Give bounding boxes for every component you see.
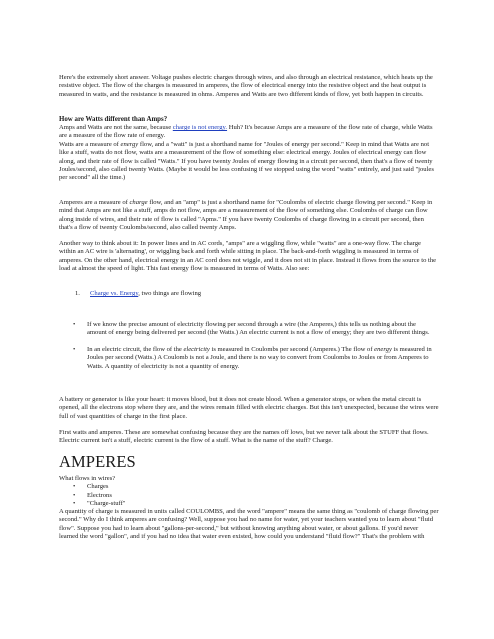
emphasis: charge — [129, 199, 148, 206]
list-number: 1. — [75, 290, 80, 297]
text: is measured in Joules per second (Watts.) A Coulomb is not a Joule, and there is no way to convert from Coulombs to Joules or from Amperes to Watts. A quantity of electricity is not a quantity of energy. — [87, 346, 432, 370]
text: Amperes are a measure of — [59, 199, 130, 206]
text: is measured in Coulombs per second (Amperes.) The flow of — [209, 346, 375, 353]
text: Watts are a measure of — [59, 141, 121, 148]
paragraph-ac-flow: Another way to think about it: In power lines and in AC cords, "amps" are a wiggling flow, while "watts" are a one-way flow. The charge within an AC wire is 'alternating', or wiggling back and forth while sitting in place. The back-and-forth wiggling is measured in terms of amperes. On the other hand, electrical energy in an AC cord does not wiggle, and it does not sit in place. Instead it flows from the source to the load at almost the speed of light. This fast energy flow is measured in terms of Watts. Also see: — [59, 240, 437, 272]
bullet-icon: • — [73, 492, 76, 499]
text: Huh? It's because Amps are a measure of the flow rate of charge, while Watts are a measure of the flow rate of energy. — [59, 124, 433, 140]
paragraph-watts-amperes: First watts and amperes. These are somewhat confusing because they are the names off lows, but we never talk about the STUFF that flows. Electric current isn't a stuff, electric current is the flow of a stuff. What is the name of the stuff? Charge. — [59, 429, 429, 445]
text: flow, and an "amp" is just a shorthand name for "Coulombs of electric charge flowing per second." Keep in mind that Amps are not like a stuff, amps do not flow, amps are a measurement of the flow of something else. Coulombs of charge can flow along inside of wires, and their rate of flow is called "Apms." If you have twenty Coulombs of charge flowing in a circuit per second, then that's a flow of twenty Coulombs/second, also called twenty Amps. — [59, 199, 433, 231]
bullet-icon: • — [73, 321, 76, 328]
text: In an electric circuit, the flow of the — [87, 346, 184, 353]
link-charge-not-energy[interactable]: charge is not energy. — [172, 124, 228, 131]
intro-paragraph: Here's the extremely short answer. Voltage pushes electric charges through wires, and also through an electrical resistance, which heats up the resistive object. The flow of the charges is measured in amperes, the flow of electrical energy into the resistive object and the heat output is measured in watts, and the resistance is measured in ohms. Amperes and Watts are two different kinds of flow, yet both happen in circuits. — [59, 74, 433, 98]
paragraph-amps-watts — [59, 124, 439, 141]
bullet-icon: • — [73, 483, 76, 490]
text: Amps and Watts are not the same, because — [59, 124, 173, 131]
emphasis: energy — [120, 141, 139, 148]
heading-amperes: AMPERES — [59, 452, 136, 471]
emphasis: electricity — [183, 346, 210, 353]
paragraph-battery: A battery or generator is like your heart: it moves blood, but it does not create blood. When a generator stops, or when the metal circuit is opened, all the electrons stop where they are, and the wires remain filled with electric charges. But this isn't unexpected, because the wires were full of vast quantities of charge in the first place. — [59, 396, 439, 420]
bullet-text: Electrons — [87, 492, 112, 499]
paragraph-watts — [59, 141, 439, 182]
paragraph-coulombs: A quantity of charge is measured in units called COULOMBS, and the word "ampere" means the same thing as "coulomb of charge flowing per second." Why do I think amperes are confusing? Well, suppose you had no name for water, yet your teachers wanted you to learn about "fluid flow". Suppose you had to learn about "gallons-per-second," but without knowing anything about water, or about gallons. If you'd never learned the word "gallon", and if you had no idea that water even existed, how could you understand "fluid flow?" That's the problem with — [59, 508, 439, 540]
bullet-text: If we know the precise amount of electricity flowing per second through a wire (the Amperes,) this tells us nothing about the amount of energy being delivered per second (the Watts.) An electric current is not a flow of energy; they are two different things. — [87, 321, 430, 337]
wires-question: What flows in wires? — [59, 475, 116, 482]
list-text — [90, 290, 201, 298]
text: , two things are flowing — [138, 290, 202, 297]
text: flow, and a "watt" is just a shorthand name for "Joules of energy per second." Keep in mind that Watts are not like a stuff, watts do not flow, watts are a measurement of the flow of something else: electrical energy. Joules of electrical energy can flow along, and their rate of flow is called "Watts." If you have twenty Joules of energy flowing in a circuit per second, then that's a flow of twenty Joules/second, also called twenty Watts. (Maybe it would be less confusing if we stopped using the word "watts" entirely, and just said "joules per second" all the time.) — [59, 141, 434, 182]
paragraph-amperes — [59, 199, 439, 232]
emphasis: energy — [374, 346, 392, 353]
link-charge-vs-energy[interactable]: Charge vs. Energy — [90, 290, 139, 297]
section-heading-watts-vs-amps: How are Watts different than Amps? — [59, 116, 168, 123]
bullet-icon: • — [73, 500, 76, 507]
bullet-text: "Charge-stuff" — [87, 500, 126, 507]
bullet-text: Charges — [87, 483, 109, 490]
bullet-text — [87, 346, 433, 371]
bullet-icon: • — [73, 346, 76, 353]
